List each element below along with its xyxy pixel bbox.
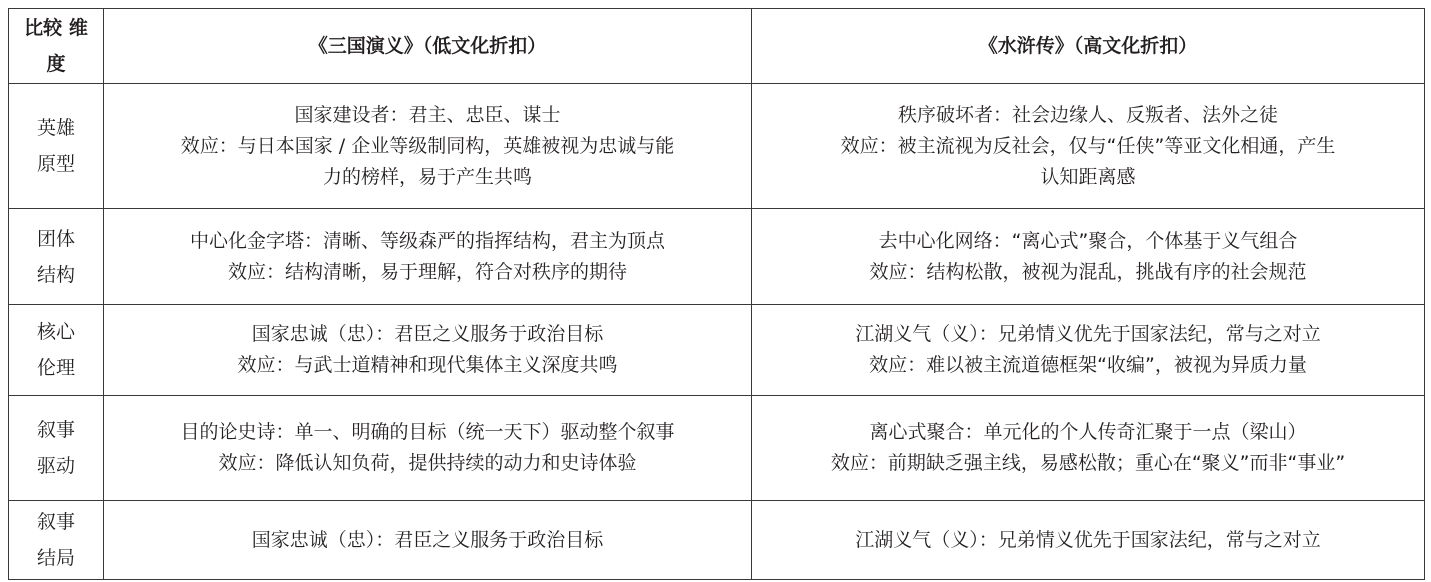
cell-line: 效应：降低认知负荷，提供持续的动力和史诗体验 xyxy=(218,452,637,474)
header-left-cell xyxy=(104,9,752,84)
cell-line: 效应：结构清晰，易于理解，符合对秩序的期待 xyxy=(227,260,627,283)
cell-line: 江湖义气（义）：兄弟情义优先于国家法纪，常与之对立 xyxy=(855,528,1321,551)
cell-line: 力的榜样，易于产生共鸣 xyxy=(322,165,532,188)
dimension-line: 英雄 xyxy=(36,117,75,139)
table-row xyxy=(9,501,1425,580)
left-cell xyxy=(104,305,752,396)
dimension-line: 原型 xyxy=(36,153,75,175)
dimension-cell xyxy=(9,305,104,396)
dimension-line: 叙事 xyxy=(36,419,75,441)
table-row xyxy=(9,305,1425,396)
left-cell xyxy=(104,84,752,209)
header-right-title: 《水浒传》（高文化折扣） xyxy=(978,34,1198,57)
cell-line: 效应：被主流视为反社会，仅与“任侠”等亚文化相通，产生 xyxy=(840,134,1336,157)
cell-line: 秩序破坏者：社会边缘人、反叛者、法外之徒 xyxy=(897,103,1278,126)
header-dimension-cell xyxy=(9,9,104,84)
cell-line: 效应：与武士道精神和现代集体主义深度共鸣 xyxy=(237,354,618,376)
table-row xyxy=(9,396,1425,501)
cell-line: 国家建设者：君主、忠臣、谋士 xyxy=(294,103,561,126)
right-cell xyxy=(752,84,1425,209)
cell-line: 离心式聚合：单元化的个人传奇汇聚于一点（梁山） xyxy=(869,421,1307,443)
dimension-line: 团体 xyxy=(36,227,75,250)
cell-line: 江湖义气（义）：兄弟情义优先于国家法纪，常与之对立 xyxy=(855,323,1321,345)
table-row xyxy=(9,209,1425,305)
dimension-cell xyxy=(9,396,104,501)
header-right-cell xyxy=(752,9,1425,84)
header-left-title: 《三国演义》（低文化折扣） xyxy=(308,34,547,57)
right-cell xyxy=(752,501,1425,580)
dimension-line: 叙事 xyxy=(36,511,75,533)
header-dimension-line: 比较 xyxy=(24,17,63,39)
dimension-line: 伦理 xyxy=(36,357,75,379)
cell-line: 效应：与日本国家 / 企业等级制同构，英雄被视为忠诚与能 xyxy=(180,134,675,157)
right-cell xyxy=(752,396,1425,501)
cell-line: 国家忠诚（忠）：君臣之义服务于政治目标 xyxy=(251,323,604,345)
cell-line: 国家忠诚（忠）：君臣之义服务于政治目标 xyxy=(251,528,604,551)
cell-line: 效应：前期缺乏强主线，易感松散；重心在“聚义”而非“事业” xyxy=(830,452,1346,474)
dimension-cell xyxy=(9,501,104,580)
dimension-line: 核心 xyxy=(36,321,75,343)
cell-line: 目的论史诗：单一、明确的目标（统一天下）驱动整个叙事 xyxy=(180,421,675,443)
comparison-table xyxy=(8,8,1425,580)
header-dimension-line: 维度 xyxy=(46,17,88,75)
table-header-row xyxy=(9,9,1425,84)
cell-line: 中心化金字塔：清晰、等级森严的指挥结构，君主为顶点 xyxy=(189,229,665,252)
cell-line: 认知距离感 xyxy=(1040,165,1136,188)
right-cell xyxy=(752,209,1425,305)
left-cell xyxy=(104,501,752,580)
left-cell xyxy=(104,396,752,501)
cell-line: 去中心化网络：“离心式”聚合，个体基于义气组合 xyxy=(878,229,1298,252)
dimension-line: 结局 xyxy=(36,547,75,569)
table-row xyxy=(9,84,1425,209)
right-cell xyxy=(752,305,1425,396)
dimension-line: 驱动 xyxy=(36,455,75,477)
dimension-cell xyxy=(9,209,104,305)
left-cell xyxy=(104,209,752,305)
cell-line: 效应：难以被主流道德框架“收编”，被视为异质力量 xyxy=(869,354,1307,376)
cell-line: 效应：结构松散，被视为混乱，挑战有序的社会规范 xyxy=(869,260,1307,283)
dimension-cell xyxy=(9,84,104,209)
dimension-line: 结构 xyxy=(36,263,75,286)
